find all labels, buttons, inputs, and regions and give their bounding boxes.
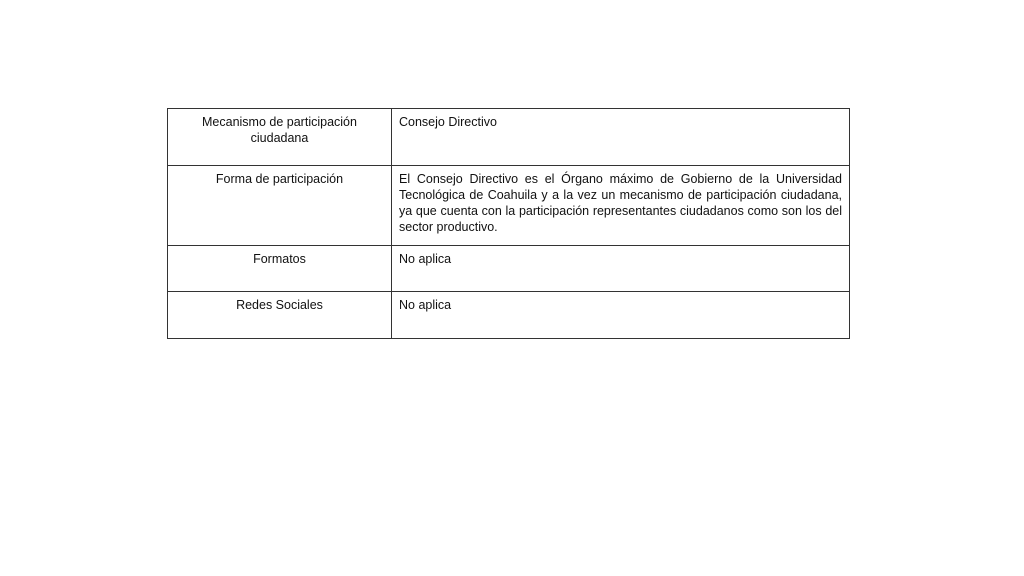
row-label-redes: Redes Sociales: [168, 292, 392, 339]
row-value-redes: No aplica: [392, 292, 850, 339]
table-row: [168, 109, 850, 166]
row-label-mecanismo: Mecanismo de participación ciudadana: [168, 109, 392, 166]
row-label-formatos: Formatos: [168, 246, 392, 292]
row-label-forma: Forma de participación: [168, 166, 392, 246]
row-value-forma: El Consejo Directivo es el Órgano máximo de Gobierno de la Universidad Tecnológica de Coahuila y a la vez un mecanismo de participación ciudadana, ya que cuenta con la participación representantes ciudadanos como son los del sector productivo.: [392, 166, 850, 246]
row-value-formatos: No aplica: [392, 246, 850, 292]
table-row: [168, 166, 850, 246]
table-row: [168, 246, 850, 292]
participation-table: [167, 108, 850, 339]
table-row: [168, 292, 850, 339]
row-value-mecanismo: Consejo Directivo: [392, 109, 850, 166]
